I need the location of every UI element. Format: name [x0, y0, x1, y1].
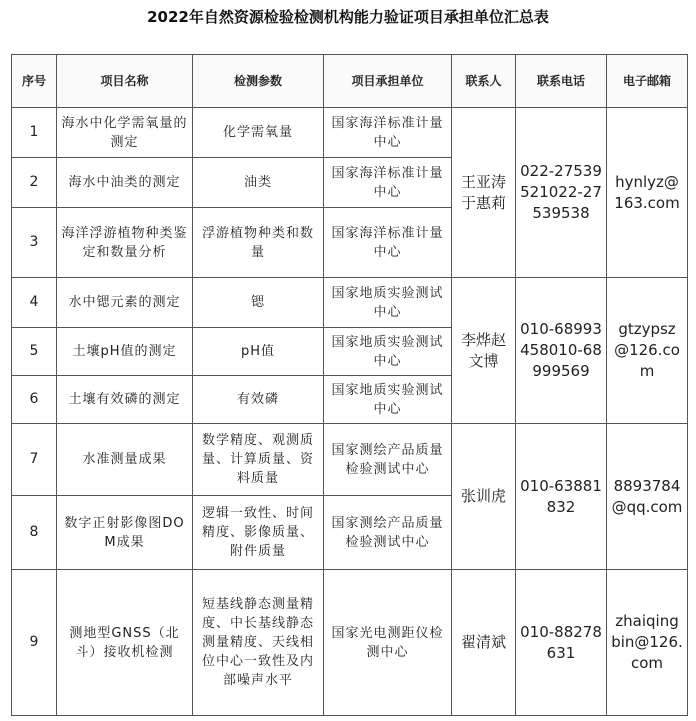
- cell-seq: 2: [12, 158, 57, 208]
- cell-params: 逻辑一致性、时间精度、影像质量、附件质量: [193, 496, 324, 570]
- cell-email: zhaiqingbin@126.com: [607, 570, 688, 716]
- cell-contact: 翟清斌: [452, 570, 516, 716]
- cell-params: 化学需氧量: [193, 108, 324, 158]
- table-row: [12, 278, 688, 328]
- cell-phone: 010-63881832: [516, 424, 607, 570]
- header-email: 电子邮箱: [607, 55, 688, 108]
- cell-unit: 国家光电测距仪检测中心: [324, 570, 452, 716]
- cell-seq: 4: [12, 278, 57, 328]
- table-row: [12, 424, 688, 496]
- cell-seq: 8: [12, 496, 57, 570]
- header-name: 项目名称: [57, 55, 193, 108]
- cell-params: pH值: [193, 328, 324, 376]
- cell-seq: 7: [12, 424, 57, 496]
- cell-unit: 国家海洋标准计量中心: [324, 158, 452, 208]
- cell-unit: 国家地质实验测试中心: [324, 376, 452, 424]
- cell-name: 测地型GNSS（北斗）接收机检测: [57, 570, 193, 716]
- cell-name: 海水中化学需氧量的测定: [57, 108, 193, 158]
- cell-phone: 010-88278631: [516, 570, 607, 716]
- cell-phone: 010-68993458010-68999569: [516, 278, 607, 424]
- cell-params: 锶: [193, 278, 324, 328]
- projects-table: [11, 54, 688, 716]
- cell-contact: 李烨赵文博: [452, 278, 516, 424]
- table-row: [12, 108, 688, 158]
- cell-unit: 国家海洋标准计量中心: [324, 208, 452, 278]
- header-params: 检测参数: [193, 55, 324, 108]
- cell-params: 浮游植物种类和数量: [193, 208, 324, 278]
- header-phone: 联系电话: [516, 55, 607, 108]
- cell-unit: 国家测绘产品质量检验测试中心: [324, 496, 452, 570]
- cell-seq: 3: [12, 208, 57, 278]
- table-header-row: [12, 55, 688, 108]
- cell-params: 有效磷: [193, 376, 324, 424]
- cell-seq: 6: [12, 376, 57, 424]
- cell-email: 8893784@qq.com: [607, 424, 688, 570]
- cell-unit: 国家测绘产品质量检验测试中心: [324, 424, 452, 496]
- header-unit: 项目承担单位: [324, 55, 452, 108]
- header-seq: 序号: [12, 55, 57, 108]
- cell-name: 水中锶元素的测定: [57, 278, 193, 328]
- cell-name: 土壤有效磷的测定: [57, 376, 193, 424]
- cell-name: 海洋浮游植物种类鉴定和数量分析: [57, 208, 193, 278]
- cell-phone: 022-27539521022-27539538: [516, 108, 607, 278]
- cell-seq: 9: [12, 570, 57, 716]
- cell-unit: 国家海洋标准计量中心: [324, 108, 452, 158]
- cell-contact: 王亚涛于惠莉: [452, 108, 516, 278]
- cell-email: hynlyz@163.com: [607, 108, 688, 278]
- cell-seq: 1: [12, 108, 57, 158]
- cell-contact: 张训虎: [452, 424, 516, 570]
- cell-name: 海水中油类的测定: [57, 158, 193, 208]
- cell-email: gtzypsz@126.com: [607, 278, 688, 424]
- page-title: 2022年自然资源检验检测机构能力验证项目承担单位汇总表: [147, 8, 549, 26]
- cell-unit: 国家地质实验测试中心: [324, 278, 452, 328]
- cell-name: 水准测量成果: [57, 424, 193, 496]
- cell-params: 数学精度、观测质量、计算质量、资料质量: [193, 424, 324, 496]
- header-contact: 联系人: [452, 55, 516, 108]
- cell-params: 短基线静态测量精度、中长基线静态测量精度、天线相位中心一致性及内部噪声水平: [193, 570, 324, 716]
- cell-name: 数字正射影像图DOM成果: [57, 496, 193, 570]
- cell-params: 油类: [193, 158, 324, 208]
- cell-name: 土壤pH值的测定: [57, 328, 193, 376]
- cell-unit: 国家地质实验测试中心: [324, 328, 452, 376]
- cell-seq: 5: [12, 328, 57, 376]
- table-row: [12, 570, 688, 716]
